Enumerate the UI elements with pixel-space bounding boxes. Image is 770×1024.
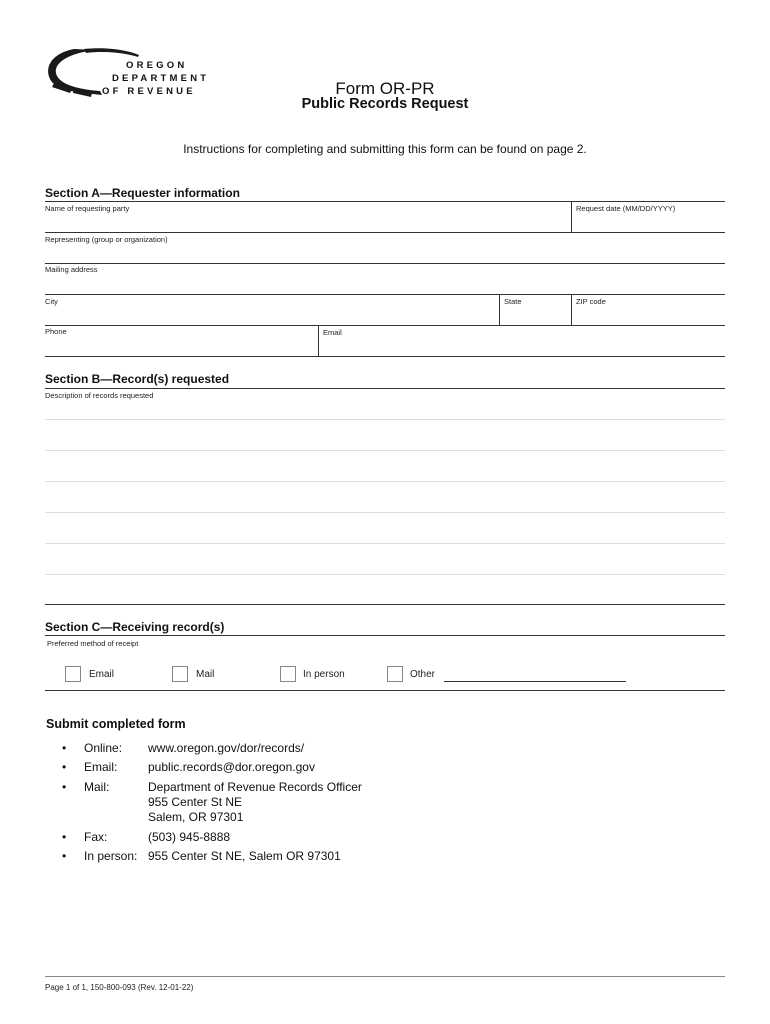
section-b-rule — [45, 388, 725, 389]
submit-in-person-label: In person: — [84, 849, 138, 863]
agency-line-3: OF REVENUE — [102, 86, 196, 97]
submit-online-label: Online: — [84, 741, 123, 755]
bullet: • — [62, 780, 67, 794]
description-label: Description of records requested — [45, 391, 154, 400]
representing-field[interactable] — [45, 242, 723, 262]
form-title: Form OR-PR — [335, 79, 435, 98]
footer-text: Page 1 of 1, 150-800-093 (Rev. 12-01-22) — [45, 983, 194, 992]
instructions-text: Instructions for completing and submitting this form can be found on page 2. — [183, 142, 587, 156]
email-field[interactable] — [320, 335, 723, 355]
footer-rule — [45, 976, 725, 977]
name-field[interactable] — [45, 210, 569, 231]
mailing-address-field[interactable] — [45, 273, 723, 293]
city-label: City — [45, 297, 58, 306]
bullet: • — [62, 760, 67, 774]
submit-email-label: Email: — [84, 760, 118, 774]
method-label: Preferred method of receipt — [47, 639, 139, 648]
submit-fax-label: Fax: — [84, 830, 108, 844]
phone-label: Phone — [45, 327, 67, 336]
in-person-option-label: In person — [303, 669, 345, 680]
form-subtitle: Public Records Request — [301, 96, 469, 112]
mail-checkbox[interactable] — [172, 666, 188, 682]
submit-fax-value: (503) 945-8888 — [148, 830, 231, 844]
section-a-title: Section A—Requester information — [45, 186, 240, 200]
submit-in-person-value: 955 Center St NE, Salem OR 97301 — [148, 849, 341, 863]
description-field[interactable] — [45, 400, 723, 602]
submit-online-link[interactable]: www.oregon.gov/dor/records/ — [148, 741, 305, 755]
request-date-field[interactable] — [573, 210, 723, 231]
state-field[interactable] — [501, 304, 569, 324]
representing-label: Representing (group or organization) — [45, 235, 168, 244]
bullet: • — [62, 830, 67, 844]
request-date-label: Request date (MM/DD/YYYY) — [576, 204, 676, 213]
zip-field[interactable] — [573, 304, 723, 324]
email-checkbox[interactable] — [65, 666, 81, 682]
section-c-title: Section C—Receiving record(s) — [45, 620, 225, 634]
other-input[interactable] — [444, 668, 626, 682]
bullet: • — [62, 849, 67, 863]
in-person-checkbox[interactable] — [280, 666, 296, 682]
section-a-rule — [45, 201, 725, 202]
section-b-title: Section B—Record(s) requested — [45, 372, 230, 386]
agency-line-1: OREGON — [126, 60, 188, 71]
zip-label: ZIP code — [576, 297, 606, 306]
submit-mail-line-2: 955 Center St NE — [148, 795, 243, 809]
submit-mail-line-1: Department of Revenue Records Officer — [148, 780, 362, 794]
mailing-address-label: Mailing address — [45, 265, 98, 274]
mail-option-label: Mail — [196, 669, 215, 680]
name-label: Name of requesting party — [45, 204, 130, 213]
other-checkbox[interactable] — [387, 666, 403, 682]
city-field[interactable] — [45, 304, 497, 324]
section-c-rule — [45, 635, 725, 636]
other-option-label: Other — [410, 669, 436, 680]
state-label: State — [504, 297, 522, 306]
email-option-label: Email — [89, 669, 115, 680]
submit-title: Submit completed form — [46, 717, 186, 731]
agency-line-2: DEPARTMENT — [112, 73, 210, 84]
name-date-divider — [571, 201, 572, 232]
bullet: • — [62, 741, 67, 755]
phone-field[interactable] — [45, 335, 316, 355]
email-label: Email — [323, 328, 342, 337]
submit-mail-line-3: Salem, OR 97301 — [148, 810, 244, 824]
submit-mail-label: Mail: — [84, 780, 110, 794]
submit-email-link[interactable]: public.records@dor.oregon.gov — [148, 760, 315, 774]
